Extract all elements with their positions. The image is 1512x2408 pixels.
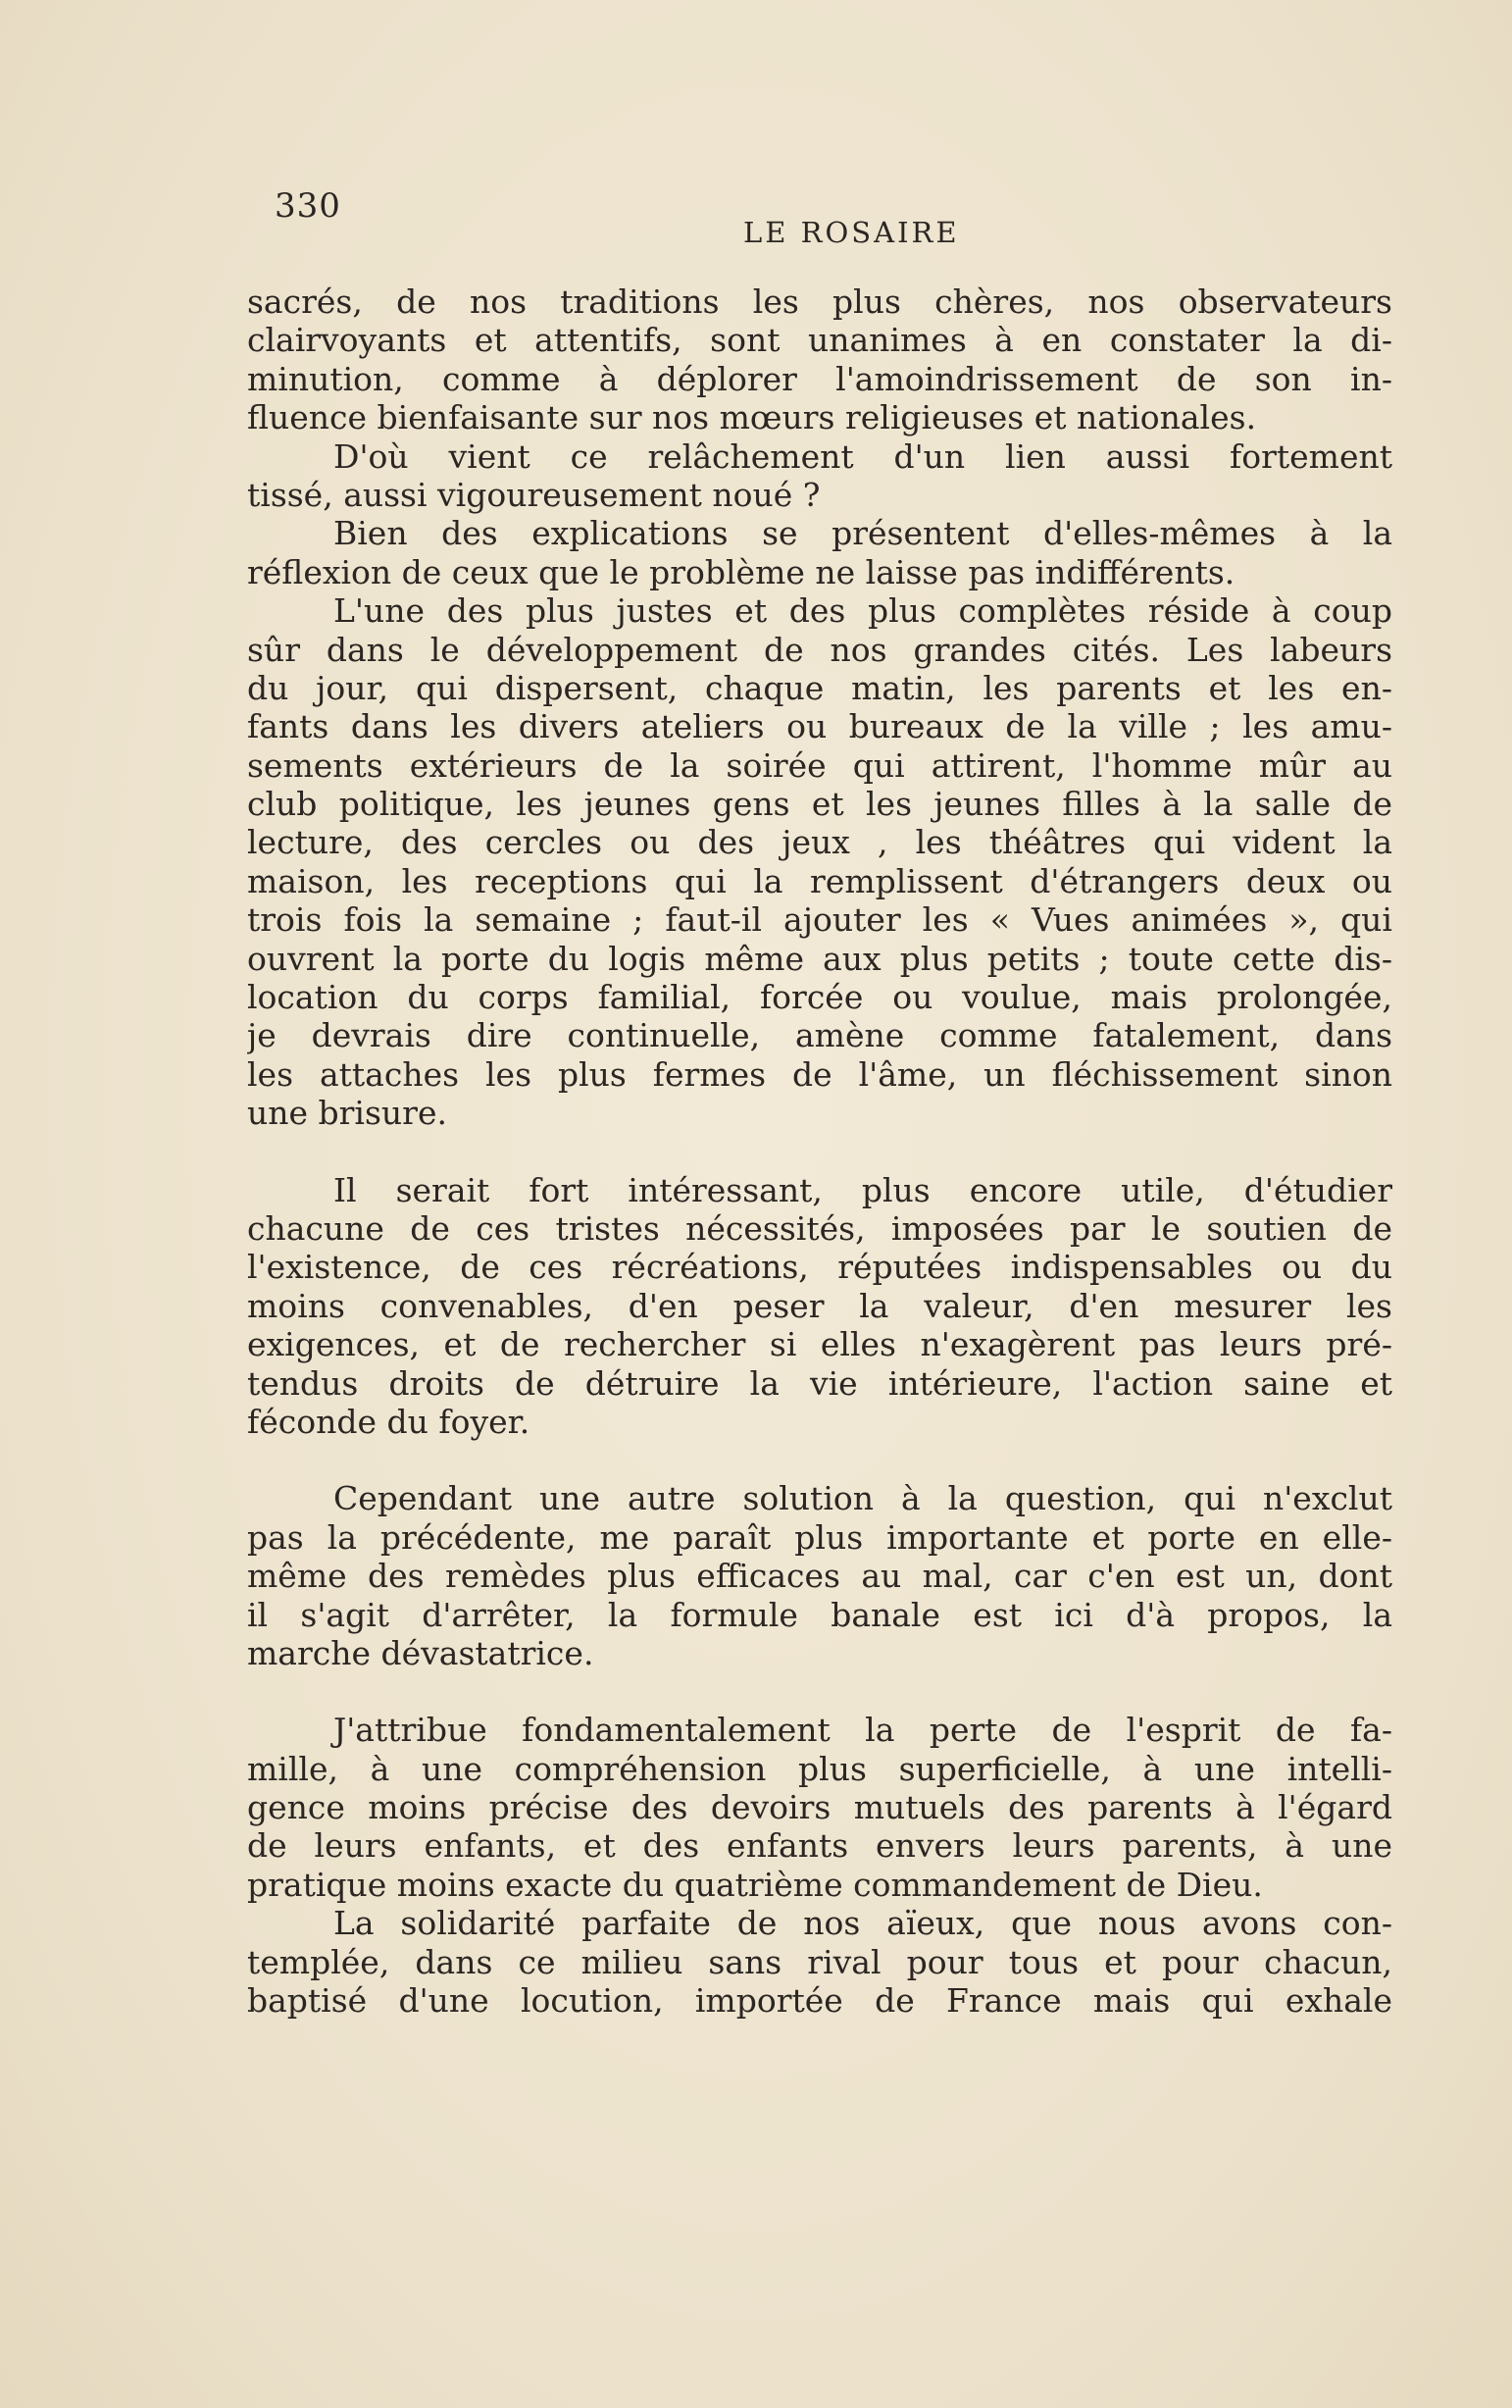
text-line: sûr dans le développement de nos grandes cités. Les labeurs [247,630,1392,669]
text-line: templée, dans ce milieu sans rival pour tous et pour chacun, [247,1942,1392,1981]
text-line: marche dévastatrice. [247,1633,594,1672]
text-line: baptisé d'une locution, importée de France mais qui exhale [247,1981,1392,2021]
text-line: réflexion de ceux que le problème ne laisse pas indifférents. [247,552,1235,591]
text-line: fants dans les divers ateliers ou bureaux de la ville ; les amu- [247,707,1392,746]
text-line: trois fois la semaine ; faut-il ajouter les « Vues animées », qui [247,900,1392,940]
text-line: de leurs enfants, et des enfants envers leurs parents, à une [247,1826,1392,1866]
text-line: une brisure. [247,1094,447,1133]
text-line: maison, les receptions qui la remplissent d'étrangers deux ou [247,861,1392,900]
text-line: tissé, aussi vigoureusement noué ? [247,475,821,514]
text-line: clairvoyants et attentifs, sont unanimes à en constater la di- [247,321,1392,360]
body-text [247,282,1392,2020]
text-line: lecture, des cercles ou des jeux , les théâtres qui vident la [247,823,1392,862]
text-line: sacrés, de nos traditions les plus chères, nos observateurs [247,282,1392,321]
text-line: pratique moins exacte du quatrième commandement de Dieu. [247,1865,1263,1904]
text-line: L'une des plus justes et des plus complètes réside à coup [333,591,1392,631]
text-line: Bien des explications se présentent d'elles-mêmes à la [333,514,1392,553]
text-line: l'existence, de ces récréations, réputées indispensables ou du [247,1248,1392,1287]
text-line: minution, comme à déplorer l'amoindrissement de son in- [247,359,1392,398]
text-line: D'où vient ce relâchement d'un lien aussi fortement [333,436,1392,476]
page-number: 330 [275,186,341,226]
text-line: exigences, et de rechercher si elles n'exagèrent pas leurs pré- [247,1325,1392,1364]
text-line: féconde du foyer. [247,1402,530,1441]
text-line: fluence bienfaisante sur nos mœurs religieuses et nationales. [247,398,1257,437]
running-title: LE ROSAIRE [743,216,960,249]
text-line: tendus droits de détruire la vie intérieure, l'action saine et [247,1363,1392,1403]
text-line: Cependant une autre solution à la question, qui n'exclut [333,1479,1392,1518]
text-line: chacune de ces tristes nécessités, imposées par le soutien de [247,1208,1392,1248]
text-line: je devrais dire continuelle, amène comme fatalement, dans [247,1016,1392,1055]
paragraph-gap [247,1441,1392,1479]
text-line: Il serait fort intéressant, plus encore utile, d'étudier [333,1170,1392,1209]
paragraph-gap [247,1133,1392,1171]
text-line: sements extérieurs de la soirée qui attirent, l'homme mûr au [247,745,1392,785]
text-line: J'attribue fondamentalement la perte de l'esprit de fa- [333,1711,1392,1750]
text-line: ouvrent la porte du logis même aux plus petits ; toute cette dis- [247,939,1392,978]
text-line: les attaches les plus fermes de l'âme, un fléchissement sinon [247,1054,1392,1094]
text-line: du jour, qui dispersent, chaque matin, les parents et les en- [247,668,1392,707]
text-line: mille, à une compréhension plus superficielle, à une intelli- [247,1749,1392,1788]
text-line: même des remèdes plus efficaces au mal, car c'en est un, dont [247,1557,1392,1596]
text-line: La solidarité parfaite de nos aïeux, que nous avons con- [333,1904,1392,1943]
text-line: gence moins précise des devoirs mutuels des parents à l'égard [247,1788,1392,1827]
text-line: moins convenables, d'en peser la valeur, d'en mesurer les [247,1286,1392,1325]
text-line: il s'agit d'arrêter, la formule banale est ici d'à propos, la [247,1595,1392,1634]
paragraph-gap [247,1672,1392,1711]
text-line: club politique, les jeunes gens et les jeunes filles à la salle de [247,785,1392,824]
text-line: pas la précédente, me paraît plus importante et porte en elle- [247,1517,1392,1557]
text-line: location du corps familial, forcée ou voulue, mais prolongée, [247,978,1392,1017]
